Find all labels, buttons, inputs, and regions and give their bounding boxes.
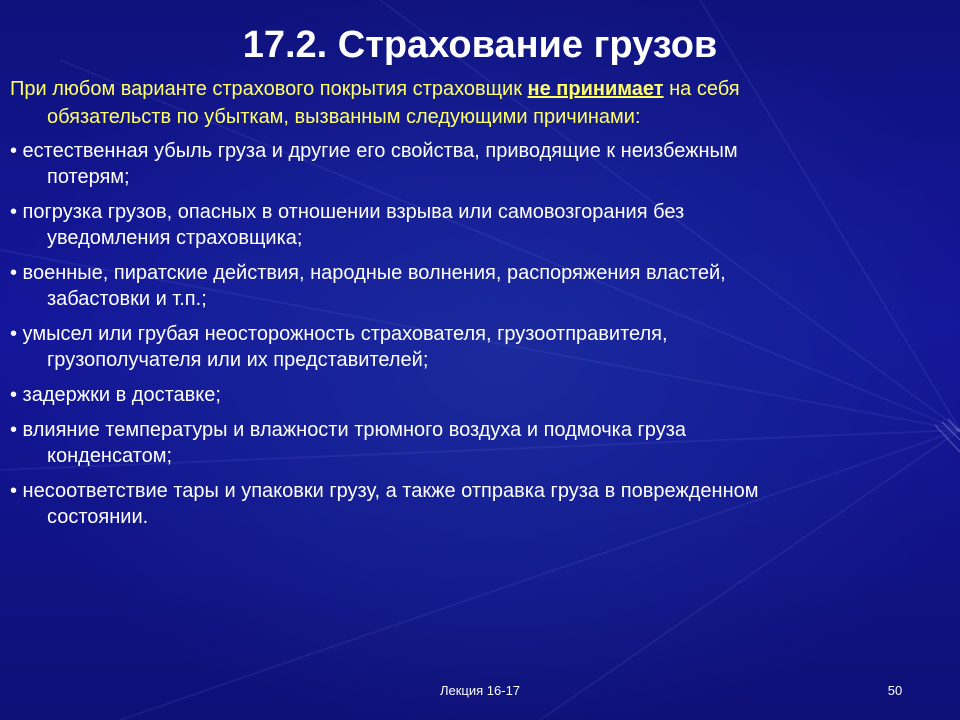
page-number: 50 — [887, 683, 903, 698]
list-item — [10, 138, 940, 190]
intro-emphasis: не принимает — [527, 78, 664, 100]
list-item — [10, 478, 940, 530]
list-item-continuation: конденсатом; — [47, 445, 173, 467]
list-item-continuation: грузополучателя или их представителей; — [47, 349, 429, 371]
list-item-text: • умысел или грубая неосторожность страхователя, грузоотправителя, — [10, 323, 668, 345]
list-item-text: • погрузка грузов, опасных в отношении взрыва или самовозгорания без — [10, 201, 685, 223]
list-item-continuation: уведомления страховщика; — [47, 227, 303, 249]
list-item-text: • задержки в доставке; — [10, 384, 221, 406]
intro-paragraph — [10, 75, 930, 131]
list-item-continuation: состоянии. — [47, 506, 149, 528]
list-item — [10, 260, 940, 312]
list-item — [10, 321, 940, 373]
intro-text-start: При любом варианте страхового покрытия страховщик — [10, 78, 528, 100]
intro-text-end: на себя — [663, 78, 740, 100]
list-item — [10, 382, 940, 408]
list-item-text: • военные, пиратские действия, народные волнения, распоряжения властей, — [10, 262, 726, 284]
list-item-continuation: потерям; — [47, 166, 130, 188]
list-item-text: • влияние температуры и влажности трюмного воздуха и подмочка груза — [10, 419, 686, 441]
list-item-text: • естественная убыль груза и другие его свойства, приводящие к неизбежным — [10, 140, 738, 162]
exclusions-list — [10, 138, 940, 539]
list-item — [10, 417, 940, 469]
list-item — [10, 199, 940, 251]
slide-title: 17.2. Страхование грузов — [242, 24, 718, 66]
footer-lecture-label: Лекция 16-17 — [439, 683, 521, 698]
list-item-text: • несоответствие тары и упаковки грузу, а также отправка груза в поврежденном — [10, 480, 759, 502]
intro-text-line2: обязательств по убыткам, вызванным следующими причинами: — [47, 106, 641, 128]
list-item-continuation: забастовки и т.п.; — [47, 288, 207, 310]
